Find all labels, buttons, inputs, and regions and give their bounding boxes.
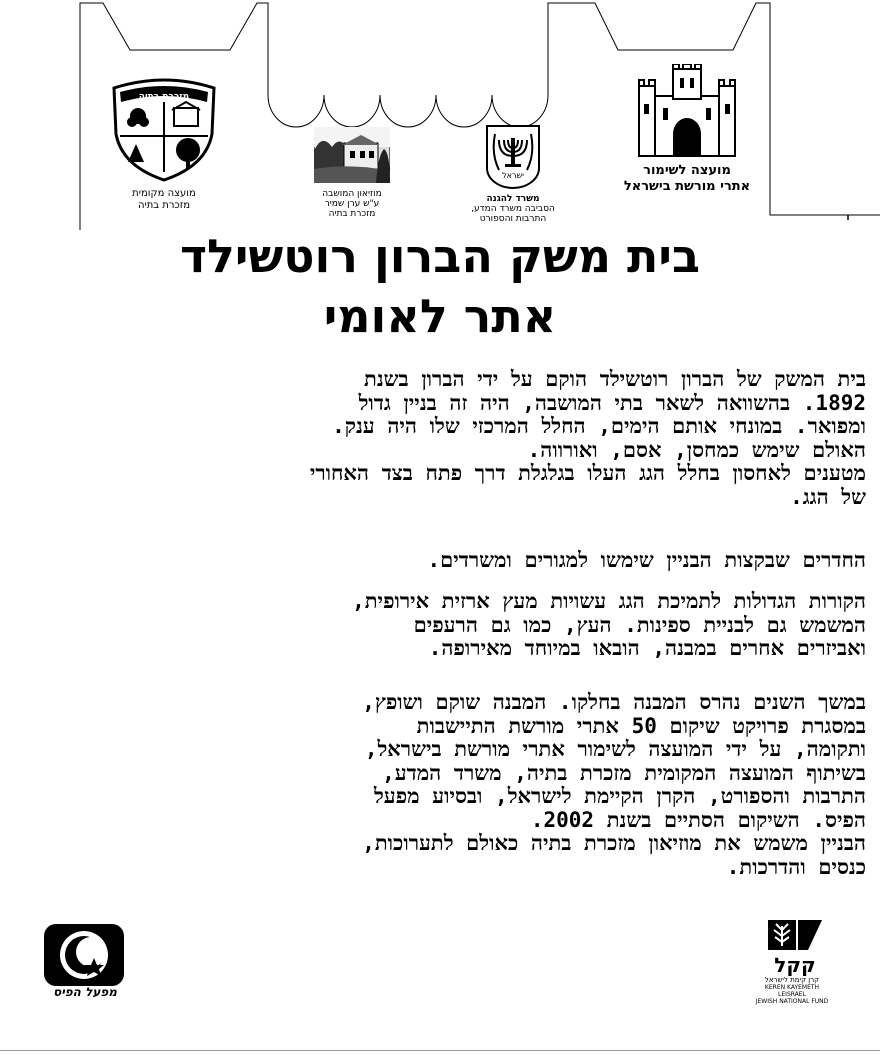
- text-line: בית המשק של הברון רוטשילד הוקם על ידי הברון בשנת: [364, 367, 866, 391]
- paragraph-history: [0, 368, 866, 509]
- local-council-line2: מזכרת בתיה: [137, 200, 191, 211]
- castle-icon: [637, 64, 737, 159]
- text-line: ומפואר. במונחי אותם הימים, החלל המרכזי שלו היה ענק.: [332, 414, 866, 438]
- local-council-line1: מועצה מקומית: [132, 188, 196, 199]
- museum-line1: מוזיאון המושבה: [322, 189, 382, 199]
- heritage-council-logo: [612, 64, 762, 195]
- text-line: החדרים שבקצות הבניין שימשו למגורים ומשרדים.: [427, 548, 866, 572]
- ministry-line1: משרד להגנה: [486, 194, 540, 204]
- museum-line3: מזכרת בתיה: [328, 209, 376, 219]
- paragraph-rooms: [0, 549, 866, 573]
- text-line: מטענים לאחסון בחלל הגג העלו בגלגלת דרך פתח בצד האחורי: [309, 461, 866, 485]
- bottom-divider: [0, 1050, 880, 1051]
- text-line: האולם שימש כמחסן, אסם, ואורווה.: [527, 437, 866, 462]
- text-line: בשיתוף המועצה המקומית מזכרת בתיה, משרד המדע,: [382, 760, 866, 785]
- jnf-caption: [752, 977, 832, 1005]
- heritage-council-line2: אתרי מורשת בישראל: [623, 179, 751, 194]
- museum-photo-icon: [314, 127, 390, 183]
- text-line: התרבות והספורט, הקרן הקיימת לישראל, ובסיוע מפעל: [373, 784, 866, 808]
- ministry-line2: הסביבה משרד המדע,: [471, 204, 555, 214]
- local-council-logo: [106, 74, 222, 212]
- lottery-logo-icon: [44, 924, 124, 986]
- emblem-text: ישראל: [502, 171, 524, 180]
- paragraph-beams: [0, 590, 866, 661]
- text-line: הפיס. השיקום הסתיים בשנת 2002.: [530, 807, 866, 832]
- paragraph-restoration: [0, 691, 866, 879]
- text-line: ותקומה, על ידי המועצה לשימור אתרי מורשת בישראל,: [364, 737, 866, 761]
- page-title-line1: בית משק הברון רוטשילד: [179, 229, 701, 283]
- lottery-label: מפעל הפיס: [53, 985, 117, 999]
- museum-line2: ע"ש ערן שמיר: [324, 199, 380, 209]
- text-line: של הגג.: [790, 484, 866, 509]
- ministry-line3: התרבות והספורט: [479, 214, 547, 224]
- jnf-caption-line2: KEREN KAYEMETH LEISRAEL: [764, 984, 820, 998]
- text-line: כנסים והדרכות.: [726, 854, 866, 879]
- text-line: 1892. בהשוואה לשאר בתי המושבה, היה זה בניין גדול: [358, 390, 866, 415]
- jnf-caption-line3: JEWISH NATIONAL FUND: [755, 998, 829, 1005]
- text-line: ואביזרים אחרים במבנה, הובאו במיוחד מאירופה.: [428, 636, 866, 660]
- city-crest-icon: [108, 74, 220, 182]
- jnf-logo-icon: [766, 918, 824, 976]
- text-line: המשמש גם לבניית ספינות. העץ, כמו גם הרעפים: [413, 612, 866, 637]
- text-line: הבניין משמש את מוזיאון מזכרת בתיה כאולם לתערוכות,: [362, 831, 866, 855]
- museum-logo: [300, 127, 404, 219]
- page-title-line2: אתר לאומי: [323, 289, 557, 343]
- crest-text: מזכרת בתיה: [138, 92, 190, 102]
- text-line: במשך השנים נהרס המבנה בחלקו. המבנה שוקם ושופץ,: [362, 690, 866, 714]
- jnf-caption-line1: קרן קימת לישראל: [764, 976, 820, 984]
- text-line: הקורות הגדולות לתמיכת הגג עשויות מעץ ארזית אירופית,: [352, 589, 866, 613]
- menorah-emblem-icon: [483, 124, 543, 190]
- ministry-logo: [455, 124, 571, 224]
- text-line: במסגרת פרויקט שיקום 50 אתרי מורשת התיישבות: [416, 713, 866, 738]
- jnf-hebrew-mark: קקל: [774, 953, 816, 976]
- heritage-council-line1: מועצה לשימור: [643, 163, 731, 178]
